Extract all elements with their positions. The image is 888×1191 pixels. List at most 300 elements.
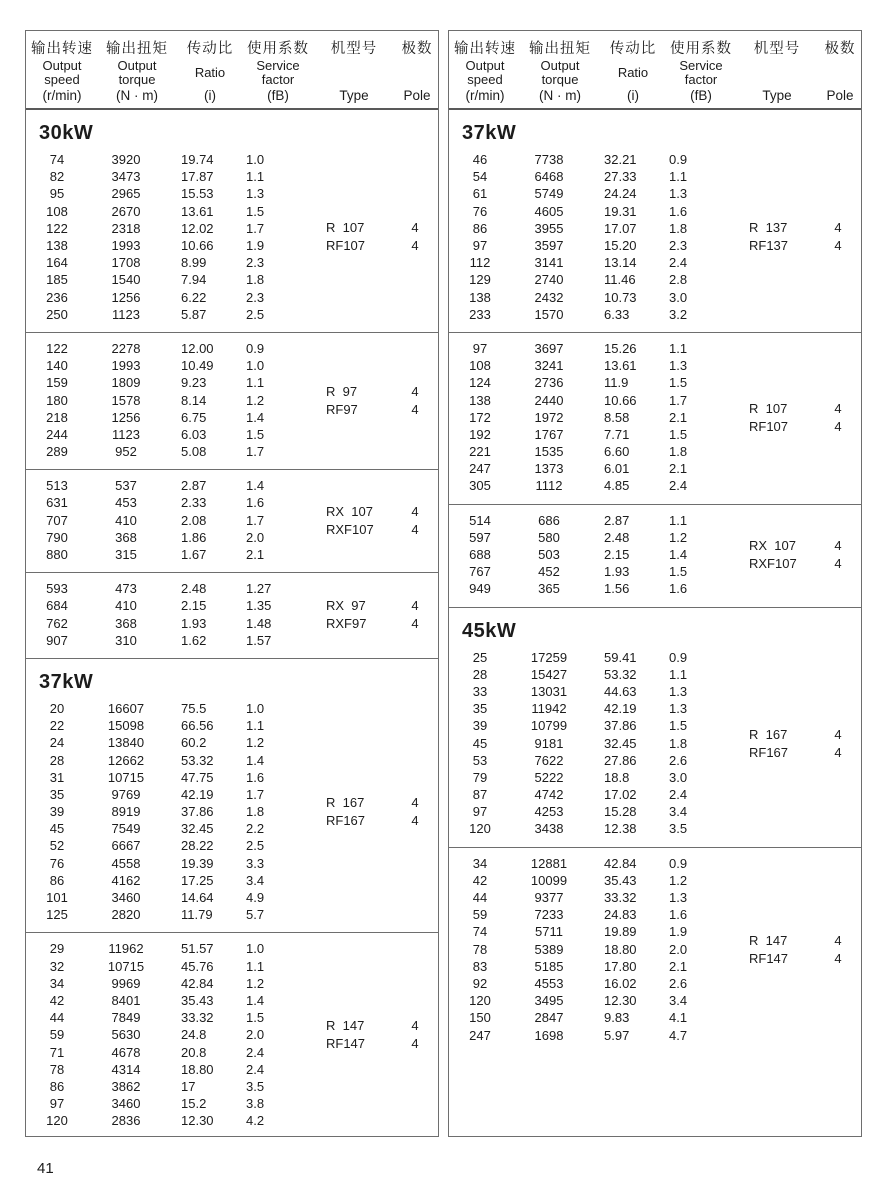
output-torque-cell: 12881 [530,855,568,871]
type-label: R 97 [326,383,358,399]
type-pole-block [326,382,438,418]
service-factor-cell: 2.3 [246,289,265,305]
output-torque-cell: 4678 [111,1044,141,1060]
output-speed-cell: 138 [469,392,491,408]
table-row [26,700,438,717]
table-row [26,426,438,443]
ratio-cell: 7.94 [181,272,207,288]
output-torque-cell: 2432 [534,289,564,305]
service-factor-cell: 2.1 [669,958,688,974]
ratio-cell: 12.30 [604,993,637,1009]
header-label-zh: 使用系数 [670,41,732,57]
type-pole-row [326,520,438,538]
header-en-line: Output [42,57,82,73]
output-speed-cell: 221 [469,444,491,460]
output-speed-cell: 218 [46,409,68,425]
type-pole-row [326,812,438,830]
ratio-cell: 2.87 [604,512,630,528]
ratio-cell: 1.67 [181,547,207,563]
output-speed-cell: 122 [46,220,68,236]
ratio-cell: 17 [181,1078,196,1094]
type-label: RF167 [749,744,789,760]
ratio-cell: 32.45 [604,735,637,751]
ratio-cell: 18.8 [604,769,630,785]
spec-table-left [25,30,439,1137]
service-factor-cell: 2.4 [669,787,688,803]
ratio-cell: 8.58 [604,409,630,425]
header-unit-label: (N · m) [116,88,158,103]
table-row [26,1061,438,1078]
output-torque-cell: 368 [115,529,137,545]
output-torque-cell: 1993 [111,358,141,374]
output-speed-cell: 120 [469,993,491,1009]
ratio-cell: 32.21 [604,152,637,168]
output-torque-cell: 2670 [111,203,141,219]
table-group [449,110,861,332]
output-torque-cell: 3862 [111,1078,141,1094]
output-torque-cell: 5749 [534,186,564,202]
output-torque-cell: 315 [115,547,137,563]
output-torque-cell: 6667 [111,838,141,854]
type-label: RXF97 [326,616,367,631]
output-speed-cell: 250 [46,306,68,322]
ratio-cell: 1.86 [181,529,207,545]
service-factor-cell: 1.2 [246,735,265,751]
output-torque-cell: 1540 [111,272,141,288]
service-factor-cell: 1.0 [246,358,265,374]
output-torque-cell: 537 [115,478,137,494]
output-torque-cell: 452 [538,564,560,580]
output-speed-cell: 35 [49,786,65,802]
pole-value: 4 [411,616,419,631]
header-label-en [465,59,504,88]
table-body [449,110,861,1053]
header-label-zh: 机型号 [330,41,378,57]
output-torque-cell: 12662 [107,752,145,768]
type-pole-block [326,502,438,538]
output-torque-cell: 1123 [112,306,140,322]
output-torque-cell: 1123 [112,426,140,442]
pole-value: 4 [834,238,842,254]
header-cell [667,37,735,103]
table-row [26,546,438,563]
type-pole-row [749,417,861,435]
pole-value: 4 [834,400,842,416]
output-speed-cell: 78 [472,941,488,957]
type-label: RXF107 [749,556,797,572]
output-speed-cell: 44 [472,890,488,906]
type-pole-block [749,725,861,761]
service-factor-cell: 1.57 [246,632,272,648]
service-factor-cell: 1.5 [669,718,688,734]
type-label: RF107 [326,238,366,254]
service-factor-cell: 5.7 [246,907,265,923]
output-speed-cell: 33 [472,683,488,699]
output-speed-cell: 97 [49,1096,65,1112]
table-group [26,469,438,572]
output-torque-cell: 3438 [534,821,564,837]
ratio-cell: 17.02 [604,787,637,803]
output-speed-cell: 32 [49,958,65,974]
ratio-cell: 18.80 [181,1061,214,1077]
output-torque-cell: 1373 [534,461,564,477]
service-factor-cell: 0.9 [246,340,265,356]
ratio-cell: 11.46 [604,272,636,288]
ratio-cell: 59.41 [604,649,637,665]
ratio-cell: 17.87 [181,169,214,185]
ratio-cell: 1.56 [604,581,630,597]
ratio-cell: 19.74 [181,152,214,168]
type-pole-row [749,237,861,255]
service-factor-cell: 1.1 [669,340,688,356]
output-speed-cell: 97 [472,340,488,356]
ratio-cell: 24.8 [181,1027,207,1043]
type-label: R 167 [326,795,365,811]
pole-value: 4 [834,744,842,760]
output-torque-cell: 310 [115,632,137,648]
header-label-zh: 输出转速 [454,41,516,57]
table-row [449,185,861,202]
output-speed-cell: 74 [49,152,65,168]
service-factor-cell: 4.2 [246,1113,265,1129]
output-torque-cell: 4253 [534,804,564,820]
service-factor-cell: 4.1 [669,1010,688,1026]
output-torque-cell: 11942 [531,701,567,717]
table-row [449,477,861,494]
service-factor-cell: 1.5 [246,1010,265,1026]
table-row [449,374,861,391]
type-pole-row [326,615,438,633]
group-rows [26,340,438,460]
output-torque-cell: 5185 [534,958,564,974]
service-factor-cell: 2.6 [669,975,688,991]
pole-value: 4 [411,795,419,811]
power-section-title: 37kW [462,122,517,144]
table-row [26,185,438,202]
ratio-cell: 12.02 [181,220,214,236]
output-speed-cell: 244 [46,426,68,442]
output-torque-cell: 17259 [530,649,568,665]
pole-value: 4 [411,238,419,254]
service-factor-cell: 3.0 [669,289,688,305]
output-speed-cell: 34 [49,975,65,991]
ratio-cell: 15.20 [604,238,637,254]
pole-value: 4 [411,813,419,829]
table-row [449,460,861,477]
output-speed-cell: 83 [472,958,488,974]
output-torque-cell: 5630 [111,1027,141,1043]
header-cell [819,37,861,103]
ratio-cell: 10.49 [181,358,214,374]
output-torque-cell: 686 [538,512,560,528]
output-torque-cell: 9181 [534,735,564,751]
header-en-line: factor [684,72,718,87]
type-label: R 147 [326,1018,365,1034]
table-row [449,443,861,460]
service-factor-cell: 2.1 [246,547,265,563]
type-pole-row [749,949,861,967]
header-unit-label: (i) [627,88,639,103]
output-torque-cell: 10715 [107,769,145,785]
ratio-cell: 45.76 [181,958,214,974]
output-torque-cell: 3597 [534,238,564,254]
output-speed-cell: 707 [46,512,68,528]
ratio-cell: 6.33 [604,306,630,322]
header-en-line: Output [117,57,157,73]
output-torque-cell: 5222 [534,769,564,785]
header-cell [312,37,396,103]
table-row [449,803,861,820]
output-speed-cell: 20 [49,700,65,716]
header-unit-label: (fB) [690,88,712,103]
ratio-cell: 51.57 [181,941,214,957]
table-group [26,658,438,932]
header-label-zh: 输出扭矩 [529,41,591,57]
group-rows [449,649,861,838]
pole-value: 4 [834,950,842,966]
table-row [26,992,438,1009]
service-factor-cell: 1.2 [669,529,688,545]
output-speed-cell: 59 [472,907,488,923]
service-factor-cell: 1.8 [246,272,265,288]
service-factor-cell: 1.5 [669,564,688,580]
service-factor-cell: 1.1 [669,666,688,682]
ratio-cell: 2.33 [181,495,207,511]
type-pole-block [749,537,861,573]
output-torque-cell: 5711 [535,924,563,940]
table-row [26,872,438,889]
output-speed-cell: 790 [46,529,68,545]
type-pole-block [749,399,861,435]
header-unit-label: Type [339,88,369,103]
table-row [26,958,438,975]
output-speed-cell: 61 [472,186,488,202]
service-factor-cell: 3.4 [669,993,688,1009]
output-speed-cell: 74 [472,924,488,940]
output-torque-cell: 3920 [111,152,141,168]
type-pole-block [326,219,438,255]
ratio-cell: 2.48 [181,581,207,597]
output-speed-cell: 42 [472,872,488,888]
header-label-zh: 传动比 [186,41,234,57]
service-factor-cell: 0.9 [669,649,688,665]
table-row [26,580,438,597]
type-label: RF147 [326,1036,366,1052]
output-speed-cell: 97 [472,804,488,820]
header-en-line: Ratio [617,64,649,80]
output-speed-cell: 34 [472,855,488,871]
service-factor-cell: 1.0 [246,152,265,168]
header-unit-label: Pole [826,88,854,103]
header-label-en [117,59,156,88]
service-factor-cell: 2.5 [246,306,265,322]
output-torque-cell: 2440 [534,392,564,408]
output-torque-cell: 365 [538,581,560,597]
pole-value: 4 [411,401,419,417]
service-factor-cell: 1.8 [669,735,688,751]
ratio-cell: 19.89 [604,924,637,940]
ratio-cell: 14.64 [181,890,214,906]
table-row [26,203,438,220]
table-row [26,271,438,288]
output-speed-cell: 25 [472,649,488,665]
output-speed-cell: 79 [472,769,488,785]
header-en-line: Output [540,57,580,73]
output-speed-cell: 46 [472,152,488,168]
service-factor-cell: 1.5 [246,203,265,219]
table-group [449,504,861,607]
header-en-line: speed [44,72,80,87]
header-label-zh: 极数 [824,41,856,57]
ratio-cell: 53.32 [604,666,637,682]
service-factor-cell: 3.8 [246,1096,265,1112]
table-row [449,666,861,683]
table-group [26,572,438,658]
ratio-cell: 33.32 [181,1010,214,1026]
table-row [449,683,861,700]
output-speed-cell: 59 [49,1027,65,1043]
output-torque-cell: 2318 [111,220,141,236]
ratio-cell: 18.80 [604,941,637,957]
output-torque-cell: 410 [115,512,137,528]
header-label-en [42,59,81,88]
ratio-cell: 27.86 [604,752,637,768]
pole-value: 4 [411,1018,419,1034]
pole-value: 4 [411,598,419,613]
pole-value: 4 [834,932,842,948]
output-torque-cell: 3955 [534,220,564,236]
ratio-cell: 16.02 [604,975,637,991]
output-torque-cell: 2278 [111,340,141,356]
type-pole-block [326,794,438,830]
header-label-en [195,66,225,81]
output-speed-cell: 28 [49,752,65,768]
output-speed-cell: 597 [469,529,491,545]
output-speed-cell: 180 [46,392,68,408]
header-label-zh: 机型号 [753,41,801,57]
output-torque-cell: 1767 [534,426,564,442]
output-speed-cell: 76 [49,855,65,871]
output-torque-cell: 3141 [534,255,564,271]
header-en-line: torque [541,72,579,87]
table-group [26,332,438,469]
table-row [26,168,438,185]
output-torque-cell: 453 [115,495,137,511]
output-speed-cell: 684 [46,598,68,614]
type-pole-row [326,1035,438,1053]
output-torque-cell: 16607 [107,700,145,716]
service-factor-cell: 2.3 [669,238,688,254]
service-factor-cell: 2.2 [246,821,265,837]
ratio-cell: 24.83 [604,907,637,923]
output-torque-cell: 4162 [111,872,141,888]
table-row [26,717,438,734]
output-torque-cell: 2740 [534,272,564,288]
ratio-cell: 12.00 [181,340,214,356]
ratio-cell: 12.38 [604,821,637,837]
group-rows [26,940,438,1129]
service-factor-cell: 0.9 [669,152,688,168]
group-rows [26,700,438,923]
table-row [26,769,438,786]
output-torque-cell: 952 [115,444,137,460]
group-rows [449,340,861,495]
table-row [26,443,438,460]
ratio-cell: 2.48 [604,529,630,545]
type-label: RX 107 [749,538,796,554]
header-label-zh: 传动比 [609,41,657,57]
output-speed-cell: 108 [46,203,68,219]
output-speed-cell: 31 [49,769,65,785]
service-factor-cell: 1.6 [246,495,265,511]
header-cell [244,37,312,103]
service-factor-cell: 3.2 [669,306,688,322]
ratio-cell: 42.84 [181,975,214,991]
ratio-cell: 37.86 [604,718,637,734]
service-factor-cell: 1.6 [669,907,688,923]
output-speed-cell: 124 [469,375,491,391]
ratio-cell: 5.87 [181,306,207,322]
type-pole-row [326,219,438,237]
output-torque-cell: 3460 [111,1096,141,1112]
output-torque-cell: 7849 [111,1010,141,1026]
type-label: R 137 [749,220,788,236]
output-torque-cell: 10099 [530,872,568,888]
ratio-cell: 9.23 [181,375,207,391]
service-factor-cell: 2.5 [246,838,265,854]
table-row [26,734,438,751]
output-torque-cell: 3241 [534,358,564,374]
type-label: RXF107 [326,521,374,537]
ratio-cell: 12.30 [181,1113,214,1129]
table-row [26,340,438,357]
pole-value: 4 [834,220,842,236]
output-torque-cell: 580 [538,529,560,545]
service-factor-cell: 3.5 [246,1078,265,1094]
table-row [449,271,861,288]
output-torque-cell: 13840 [107,735,145,751]
service-factor-cell: 1.6 [246,769,265,785]
type-label: R 107 [749,400,788,416]
service-factor-cell: 1.4 [669,547,688,563]
output-speed-cell: 688 [469,547,491,563]
output-speed-cell: 92 [472,975,488,991]
table-row [449,975,861,992]
pole-value: 4 [411,383,419,399]
header-unit-label: (N · m) [539,88,581,103]
type-pole-block [326,1017,438,1053]
group-rows [26,477,438,563]
output-torque-cell: 3495 [534,993,564,1009]
type-pole-block [326,597,438,633]
table-row [449,580,861,597]
ratio-cell: 8.14 [181,392,207,408]
table-row [26,837,438,854]
output-torque-cell: 1578 [111,392,141,408]
service-factor-cell: 1.7 [246,444,265,460]
type-pole-row [749,555,861,573]
ratio-cell: 42.19 [181,786,214,802]
output-speed-cell: 289 [46,444,68,460]
ratio-cell: 24.24 [604,186,637,202]
service-factor-cell: 1.3 [669,186,688,202]
type-label: RX 97 [326,598,366,613]
output-torque-cell: 8919 [111,804,141,820]
pole-value: 4 [834,538,842,554]
output-torque-cell: 10715 [107,958,145,974]
table-row [449,786,861,803]
header-en-line: speed [467,72,503,87]
